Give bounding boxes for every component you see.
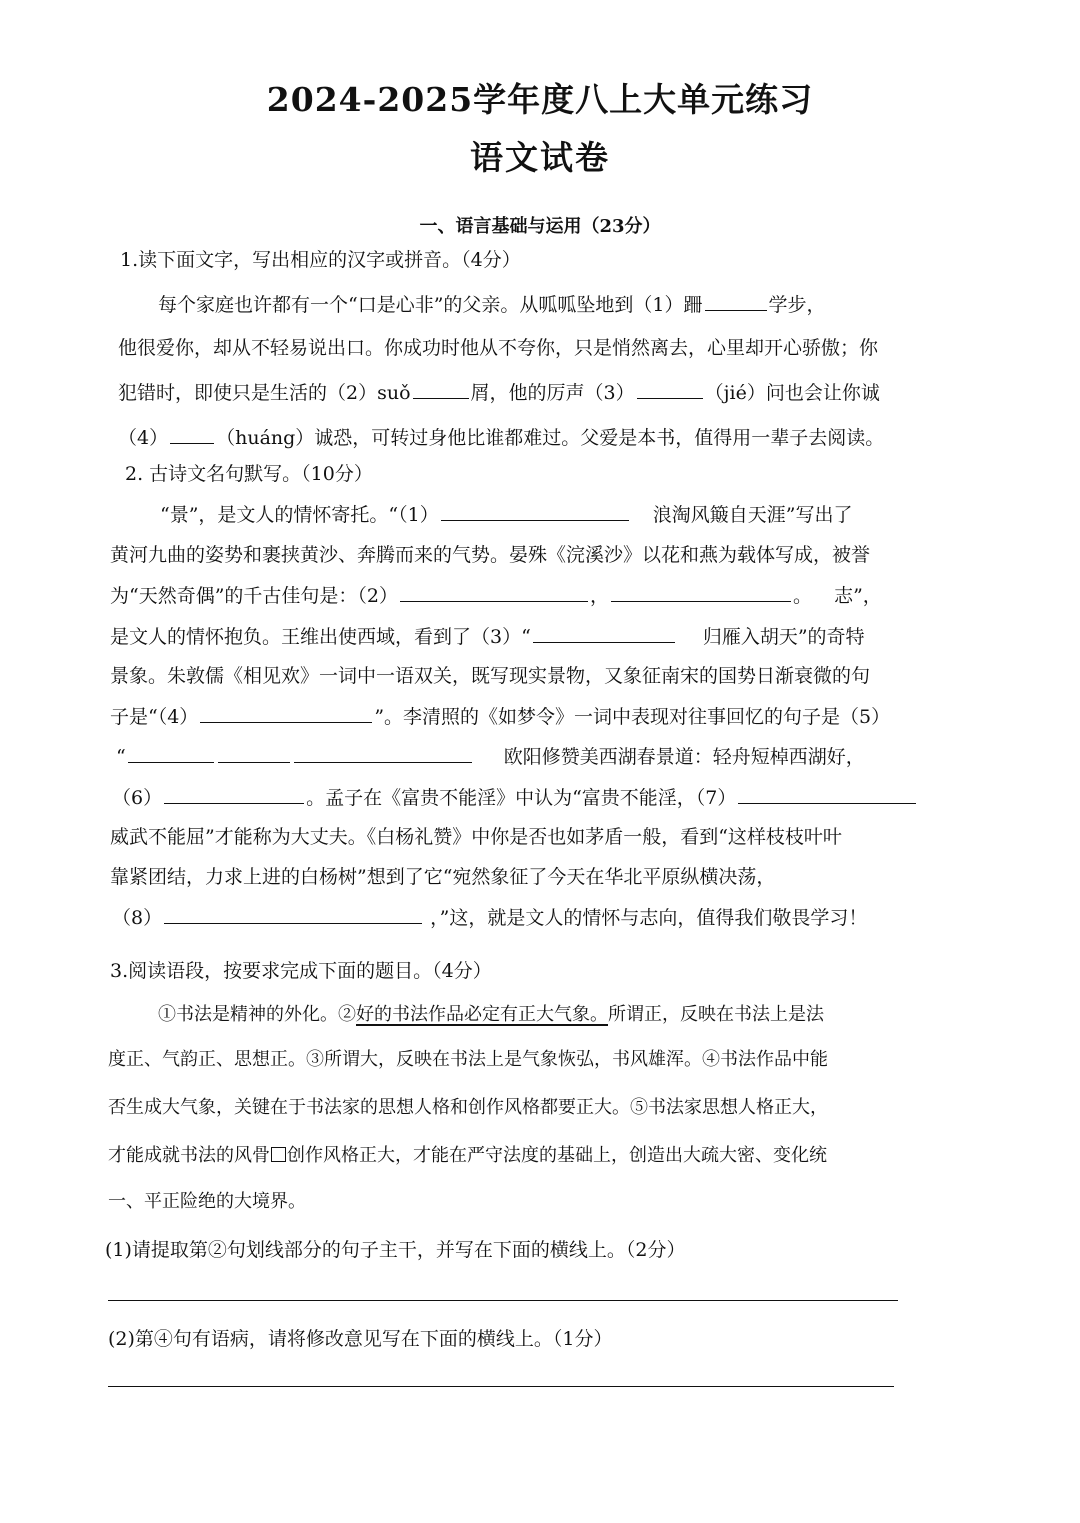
q3-passage-line: 一、平正险绝的大境界。 [108,1191,306,1212]
answer-blank-q2-7[interactable] [738,783,916,804]
answer-blank-q2-8[interactable] [164,903,422,924]
underlined-sentence: 好的书法作品必定有正大气象。 [356,1004,608,1025]
answer-blank-4[interactable] [170,423,214,444]
answer-blank-q2-2a[interactable] [400,581,588,602]
q1-passage-line: 每个家庭也许都有一个“口是心非”的父亲。从呱呱坠地到（1）跚 学步， [158,290,826,319]
answer-blank-1[interactable] [705,290,767,311]
answer-blank-q2-5a[interactable] [128,742,214,763]
q2-line: 是文人的情怀抱负。王维出使西域，看到了（3）“ 归雁入胡天”的奇特 [110,622,865,651]
q2-stem: 2. 古诗文名句默写。（10分） [125,463,373,485]
answer-blank-2[interactable] [413,378,469,399]
q1-passage-line: 犯错时，即使只是生活的（2）suǒ 屑，他的厉声（3） （jié）问也会让你诚 [118,378,880,407]
q2-line: 景象。朱敦儒《相见欢》一词中一语双关，既写现实景物，又象征南宋的国势日渐衰微的句 [110,665,871,687]
answer-blank-3[interactable] [637,378,703,399]
q2-line: 威武不能屈”才能称为大丈夫。《白杨礼赞》中你是否也如茅盾一般，看到“这样枝枝叶叶 [110,826,842,848]
answer-blank-q2-5c[interactable] [294,742,472,763]
q2-line: “景”，是文人的情怀寄托。“（1） 浪淘风簸自天涯”写出了 [160,500,852,529]
answer-line-2[interactable] [108,1386,894,1387]
q3-sub-question-1: (1)请提取第②句划线部分的句子主干，并写在下面的横线上。（2分） [105,1239,686,1261]
q2-line: “ 欧阳修赞美西湖春景道：轻舟短棹西湖好， [116,742,865,771]
q3-passage-line: ①书法是精神的外化。②好的书法作品必定有正大气象。所谓正，反映在书法上是法 [158,1004,824,1025]
q3-passage-line: 度正、气韵正、思想正。③所谓大，反映在书法上是气象恢弘，书风雄浑。④书法作品中能 [108,1049,828,1070]
q3-passage-line: 才能成就书法的风骨 创作风格正大，才能在严守法度的基础上，创造出大疏大密、变化统 [108,1145,827,1166]
q2-line: 黄河九曲的姿势和裹挟黄沙、奔腾而来的气势。晏殊《浣溪沙》以花和燕为载体写成，被誉 [110,544,871,566]
answer-line-1[interactable] [108,1300,898,1301]
q2-line: 靠紧团结，力求上进的白杨树”想到了它“宛然象征了今天在华北平原纵横决荡， [110,866,776,888]
answer-blank-q2-6[interactable] [164,783,304,804]
punctuation-box[interactable] [271,1147,286,1162]
q2-line: 子是“（4） ”。李清照的《如梦令》一词中表现对往事回忆的句子是（5） [110,702,890,731]
q3-passage-line: 否生成大气象，关键在于书法家的思想人格和创作风格都要正大。⑤书法家思想人格正大， [108,1097,828,1118]
answer-blank-q2-4[interactable] [200,702,372,723]
q2-line: （6） 。孟子在《富贵不能淫》中认为“富贵不能淫，（7） [112,783,918,812]
answer-blank-q2-5b[interactable] [218,742,290,763]
exam-title: 2024-2025学年度八上大单元练习 [266,80,814,119]
section-heading: 一、语言基础与运用（23分） [419,216,661,237]
answer-blank-q2-1[interactable] [441,500,629,521]
q2-line: 为“天然奇偶”的千古佳句是：（2） ， 。 志”， [110,581,882,610]
q1-stem: 1.读下面文字，写出相应的汉字或拼音。（4分） [120,249,521,271]
q1-passage-line: 他很爱你，却从不轻易说出口。你成功时他从不夸你，只是悄然离去，心里却开心骄傲；你 [118,337,879,359]
q3-stem: 3.阅读语段，按要求完成下面的题目。（4分） [110,960,492,982]
q3-sub-question-2: (2)第④句有语病，请将修改意见写在下面的横线上。（1分） [108,1328,613,1350]
q2-line: （8） ，”这，就是文人的情怀与志向，值得我们敬畏学习！ [112,903,867,932]
answer-blank-q2-2b[interactable] [611,581,791,602]
q1-passage-line: （4） （huáng）诚恐，可转过身他比谁都难过。父爱是本书，值得用一辈子去阅读。 [118,423,884,452]
answer-blank-q2-3[interactable] [533,622,675,643]
exam-subject-title: 语文试卷 [470,138,610,177]
